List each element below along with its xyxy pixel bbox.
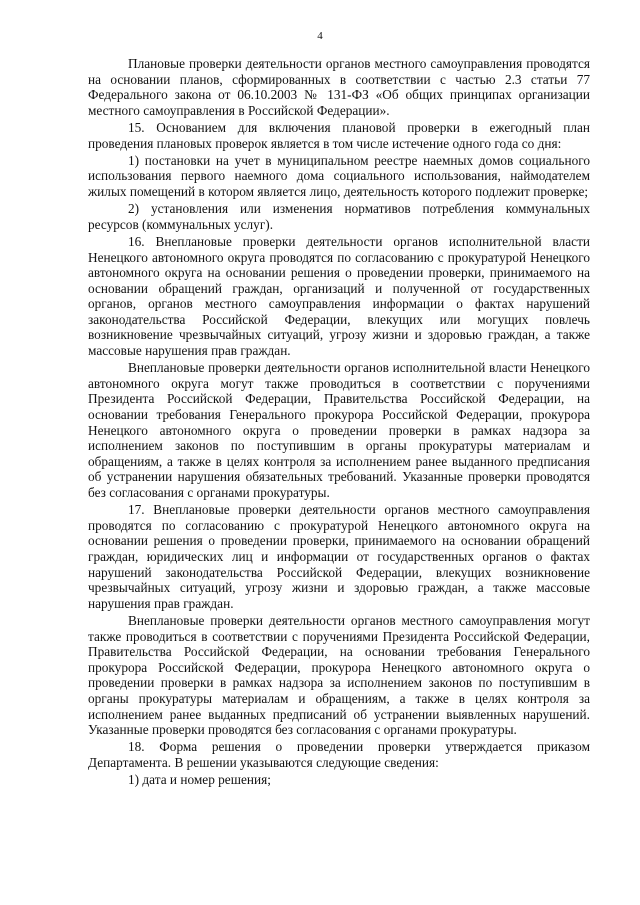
paragraph-item-18-sub-1: 1) дата и номер решения; <box>128 772 271 788</box>
paragraph-item-16-continued: Внеплановые проверки деятельности органов исполнительной власти Ненецкого автономного округа могут также проводиться в соответствии с поручениями Президента Российской Федерации, Правительства Российской Федерации, на основании требования Генерального прокурора Российской Федерации, прокурора Ненецкого автономного округа о проведении проверки в рамках надзора за исполнением законов по поступившим в органы прокуратуры материалам и обращениям, а также в целях контроля за исполнением ранее выданного предписания об устранении нарушения обязательных требований. Указанные проверки проводятся без согласования с органами прокуратуры. <box>88 360 590 500</box>
paragraph-item-15-sub-2: 2) установления или изменения нормативов потребления коммунальных ресурсов (коммунальных услуг). <box>88 201 590 232</box>
paragraph-planned-inspections: Плановые проверки деятельности органов местного самоуправления проводятся на основании планов, сформированных в соответствии с частью 2.3 статьи 77 Федерального закона от 06.10.2003 № 131-ФЗ «Об общих принципах организации местного самоуправления в Российской Федерации». <box>88 56 590 118</box>
paragraph-item-18: 18. Форма решения о проведении проверки утверждается приказом Департамента. В решении указываются следующие сведения: <box>88 739 590 770</box>
document-body <box>88 56 590 789</box>
page-number: 4 <box>317 30 323 42</box>
paragraph-item-15: 15. Основанием для включения плановой проверки в ежегодный план проведения плановых проверок является в том числе истечение одного года со дня: <box>88 119 590 151</box>
paragraph-item-17-continued: Внеплановые проверки деятельности органов местного самоуправления могут также проводиться в соответствии с поручениями Президента Российской Федерации, Правительства Российской Федерации, на основании требования Генерального прокурора Российской Федерации, прокурора Ненецкого автономного округа о проведении проверки в рамках надзора за исполнением законов по поступившим в органы прокуратуры материалам и обращениям, а также в целях контроля за исполнением ранее выданных предписаний об устранении выявленных нарушений. Указанные проверки проводятся без согласования с органами прокуратуры. <box>88 612 590 738</box>
paragraph-item-16: 16. Внеплановые проверки деятельности органов исполнительной власти Ненецкого автономного округа проводятся по согласованию с прокуратурой Ненецкого автономного округа на основании решения о проведении проверки, принимаемого на основании обращений граждан, организаций и полученной от государственных органов, органов местного самоуправления информации о фактах нарушений законодательства Российской Федерации, влекущих или могущих повлечь возникновение чрезвычайных ситуаций, угрозу жизни и здоровью граждан, а также массовые нарушения прав граждан. <box>88 233 590 359</box>
paragraph-item-15-sub-1: 1) постановки на учет в муниципальном реестре наемных домов социального использования первого наемного дома социального использования, наймодателем жилых помещений в котором является лицо, деятельность которого подлежит проверке; <box>88 152 590 199</box>
paragraph-item-17: 17. Внеплановые проверки деятельности органов местного самоуправления проводятся по согласованию с прокуратурой Ненецкого автономного округа на основании решения о проведении проверки, принимаемого на основании обращений граждан, юридических лиц и информации от государственных органов о фактах нарушений законодательства Российской Федерации, влекущих возникновение чрезвычайных ситуаций, угрозу жизни и здоровью граждан, а также массовые нарушения прав граждан. <box>88 502 590 611</box>
